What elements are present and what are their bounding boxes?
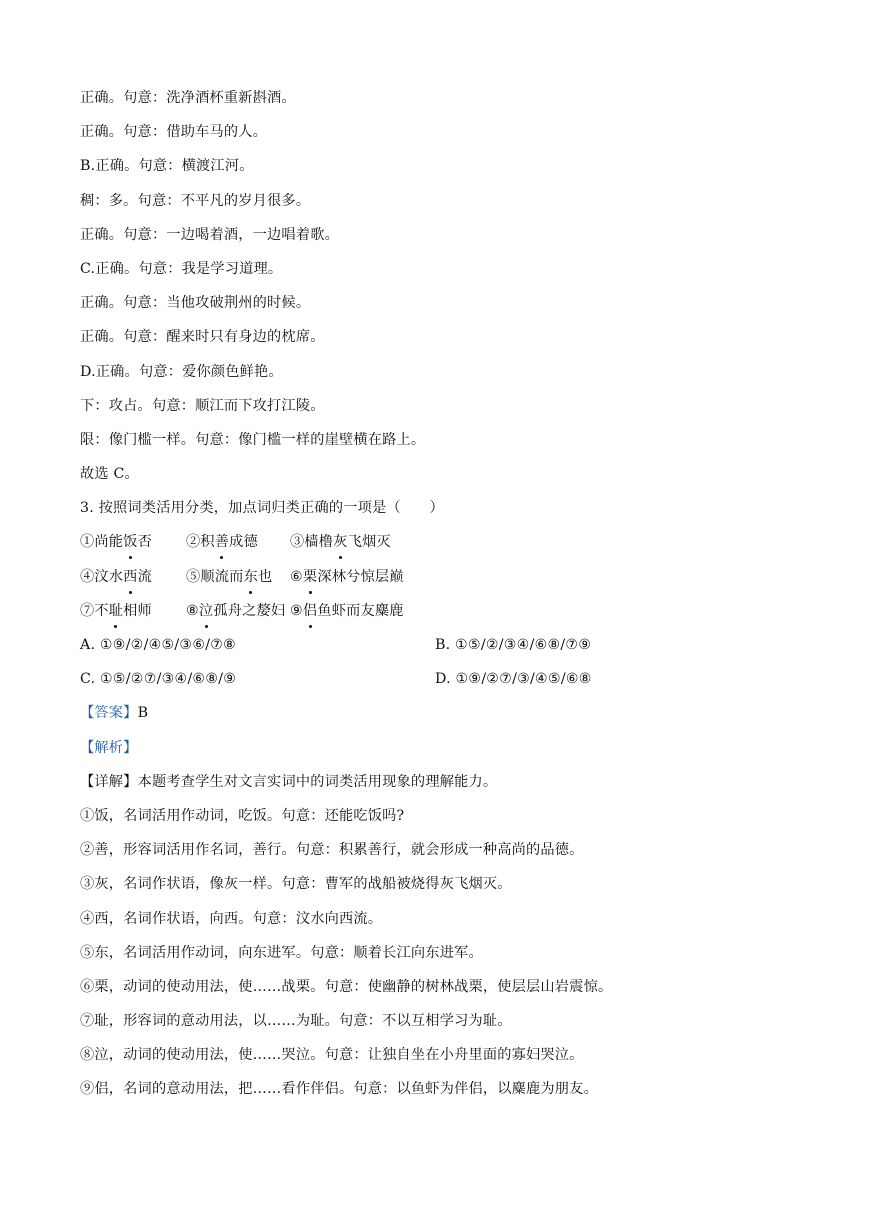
question-item: ③樯橹灰飞烟灭 [290,528,391,556]
analysis-item: ⑨侣，名词的意动用法，把……看作伴侣。句意：以鱼虾为伴侣，以麋鹿为朋友。 [80,1081,598,1098]
analysis-item: ⑥栗，动词的使动用法，使……战栗。句意：使幽静的树林战栗，使层层山岩震惊。 [80,978,613,995]
text-line: B.正确。句意：横渡江河。 [80,158,254,175]
option-b: B. ①⑤/②/③④/⑥⑧/⑦⑨ [435,637,592,653]
question-item: ①尚能饭否 [80,528,186,556]
dotted-word: 东 [244,563,258,591]
dotted-word: 泣 [199,597,213,625]
question-item: ⑦不耻相师 [80,597,186,625]
question-item: ⑥栗深林兮惊层巅 [290,563,404,591]
answer-value: B [137,705,149,722]
detail-line [80,768,800,802]
options-row-1 [80,631,800,665]
option-c: C. ①⑤/②⑦/③④/⑥⑧/⑨ [80,671,237,688]
option-d: D. ①⑨/②⑦/③/④⑤/⑥⑧ [435,671,592,688]
text-line: 正确。句意：借助车马的人。 [80,124,268,141]
question-item: ⑤顺流而东也 [186,563,290,591]
analysis-item: ①饭，名词活用作动词，吃饭。句意：还能吃饭吗? [80,807,405,824]
analysis-line [80,734,800,768]
dotted-word: 灰 [333,528,347,556]
question-item: ②积善成德 [186,528,290,556]
analysis-item: ③灰，名词作状语，像灰一样。句意：曹军的战船被烧得灰飞烟灭。 [80,876,512,893]
dotted-word: 善 [215,528,229,556]
answer-tag: 【答案】 [80,705,138,722]
dotted-word: 耻 [109,597,123,625]
analysis-tag: 【解析】 [80,739,138,756]
text-line: 正确。句意：洗净酒杯重新斟酒。 [80,90,296,106]
analysis-item: ②善，形容词活用作名词，善行。句意：积累善行，就会形成一种高尚的品德。 [80,842,584,859]
question-item: ⑧泣孤舟之嫠妇 [186,597,290,625]
analysis-item: ⑧泣，动词的使动用法，使……哭泣。句意：让独自坐在小舟里面的寡妇哭泣。 [80,1047,584,1064]
analysis-item: ⑦耻，形容词的意动用法，以……为耻。句意：不以互相学习为耻。 [80,1013,512,1030]
question-items-row-2 [80,563,800,597]
text-line: 正确。句意：醒来时只有身边的枕席。 [80,329,325,346]
dotted-word: 饭 [123,528,137,556]
analysis-item: ④西，名词作状语，向西。句意：汶水向西流。 [80,910,383,927]
answer-line [80,699,800,733]
detail-tag: 【详解】 [80,773,138,790]
text-line: 正确。句意：当他攻破荆州的时候。 [80,295,311,312]
text-line: 正确。句意：一边喝着酒，一边唱着歌。 [80,226,339,243]
question-items-row-1 [80,528,800,562]
text-line: D.正确。句意：爱你颜色鲜艳。 [80,363,283,380]
question-stem: 3. 按照词类活用分类，加点词归类正确的一项是（ ） [80,500,444,517]
text-line: 下：攻占。句意：顺江而下攻打江陵。 [80,397,325,414]
question-item: ④汶水西流 [80,563,186,591]
text-line: 故选 C。 [80,466,139,483]
analysis-item: ⑤东，名词活用作动词，向东进军。句意：顺着长江向东进军。 [80,944,483,961]
detail-text: 本题考查学生对文言实词中的词类活用现象的理解能力。 [137,773,498,790]
text-line: 稠：多。句意：不平凡的岁月很多。 [80,192,311,209]
dotted-word: 栗 [303,563,317,591]
dotted-word: 侣 [303,597,317,625]
text-line: C.正确。句意：我是学习道理。 [80,260,283,277]
question-item: ⑨侣鱼虾而友麋鹿 [290,597,404,625]
dotted-word: 西 [123,563,137,591]
option-a: A. ①⑨/②/④⑤/③⑥/⑦⑧ [80,637,237,653]
text-line: 限：像门槛一样。句意：像门槛一样的崖壁横在路上。 [80,431,426,448]
options-row-2 [80,665,800,699]
document-page [80,84,800,1110]
question-items-row-3 [80,597,800,631]
